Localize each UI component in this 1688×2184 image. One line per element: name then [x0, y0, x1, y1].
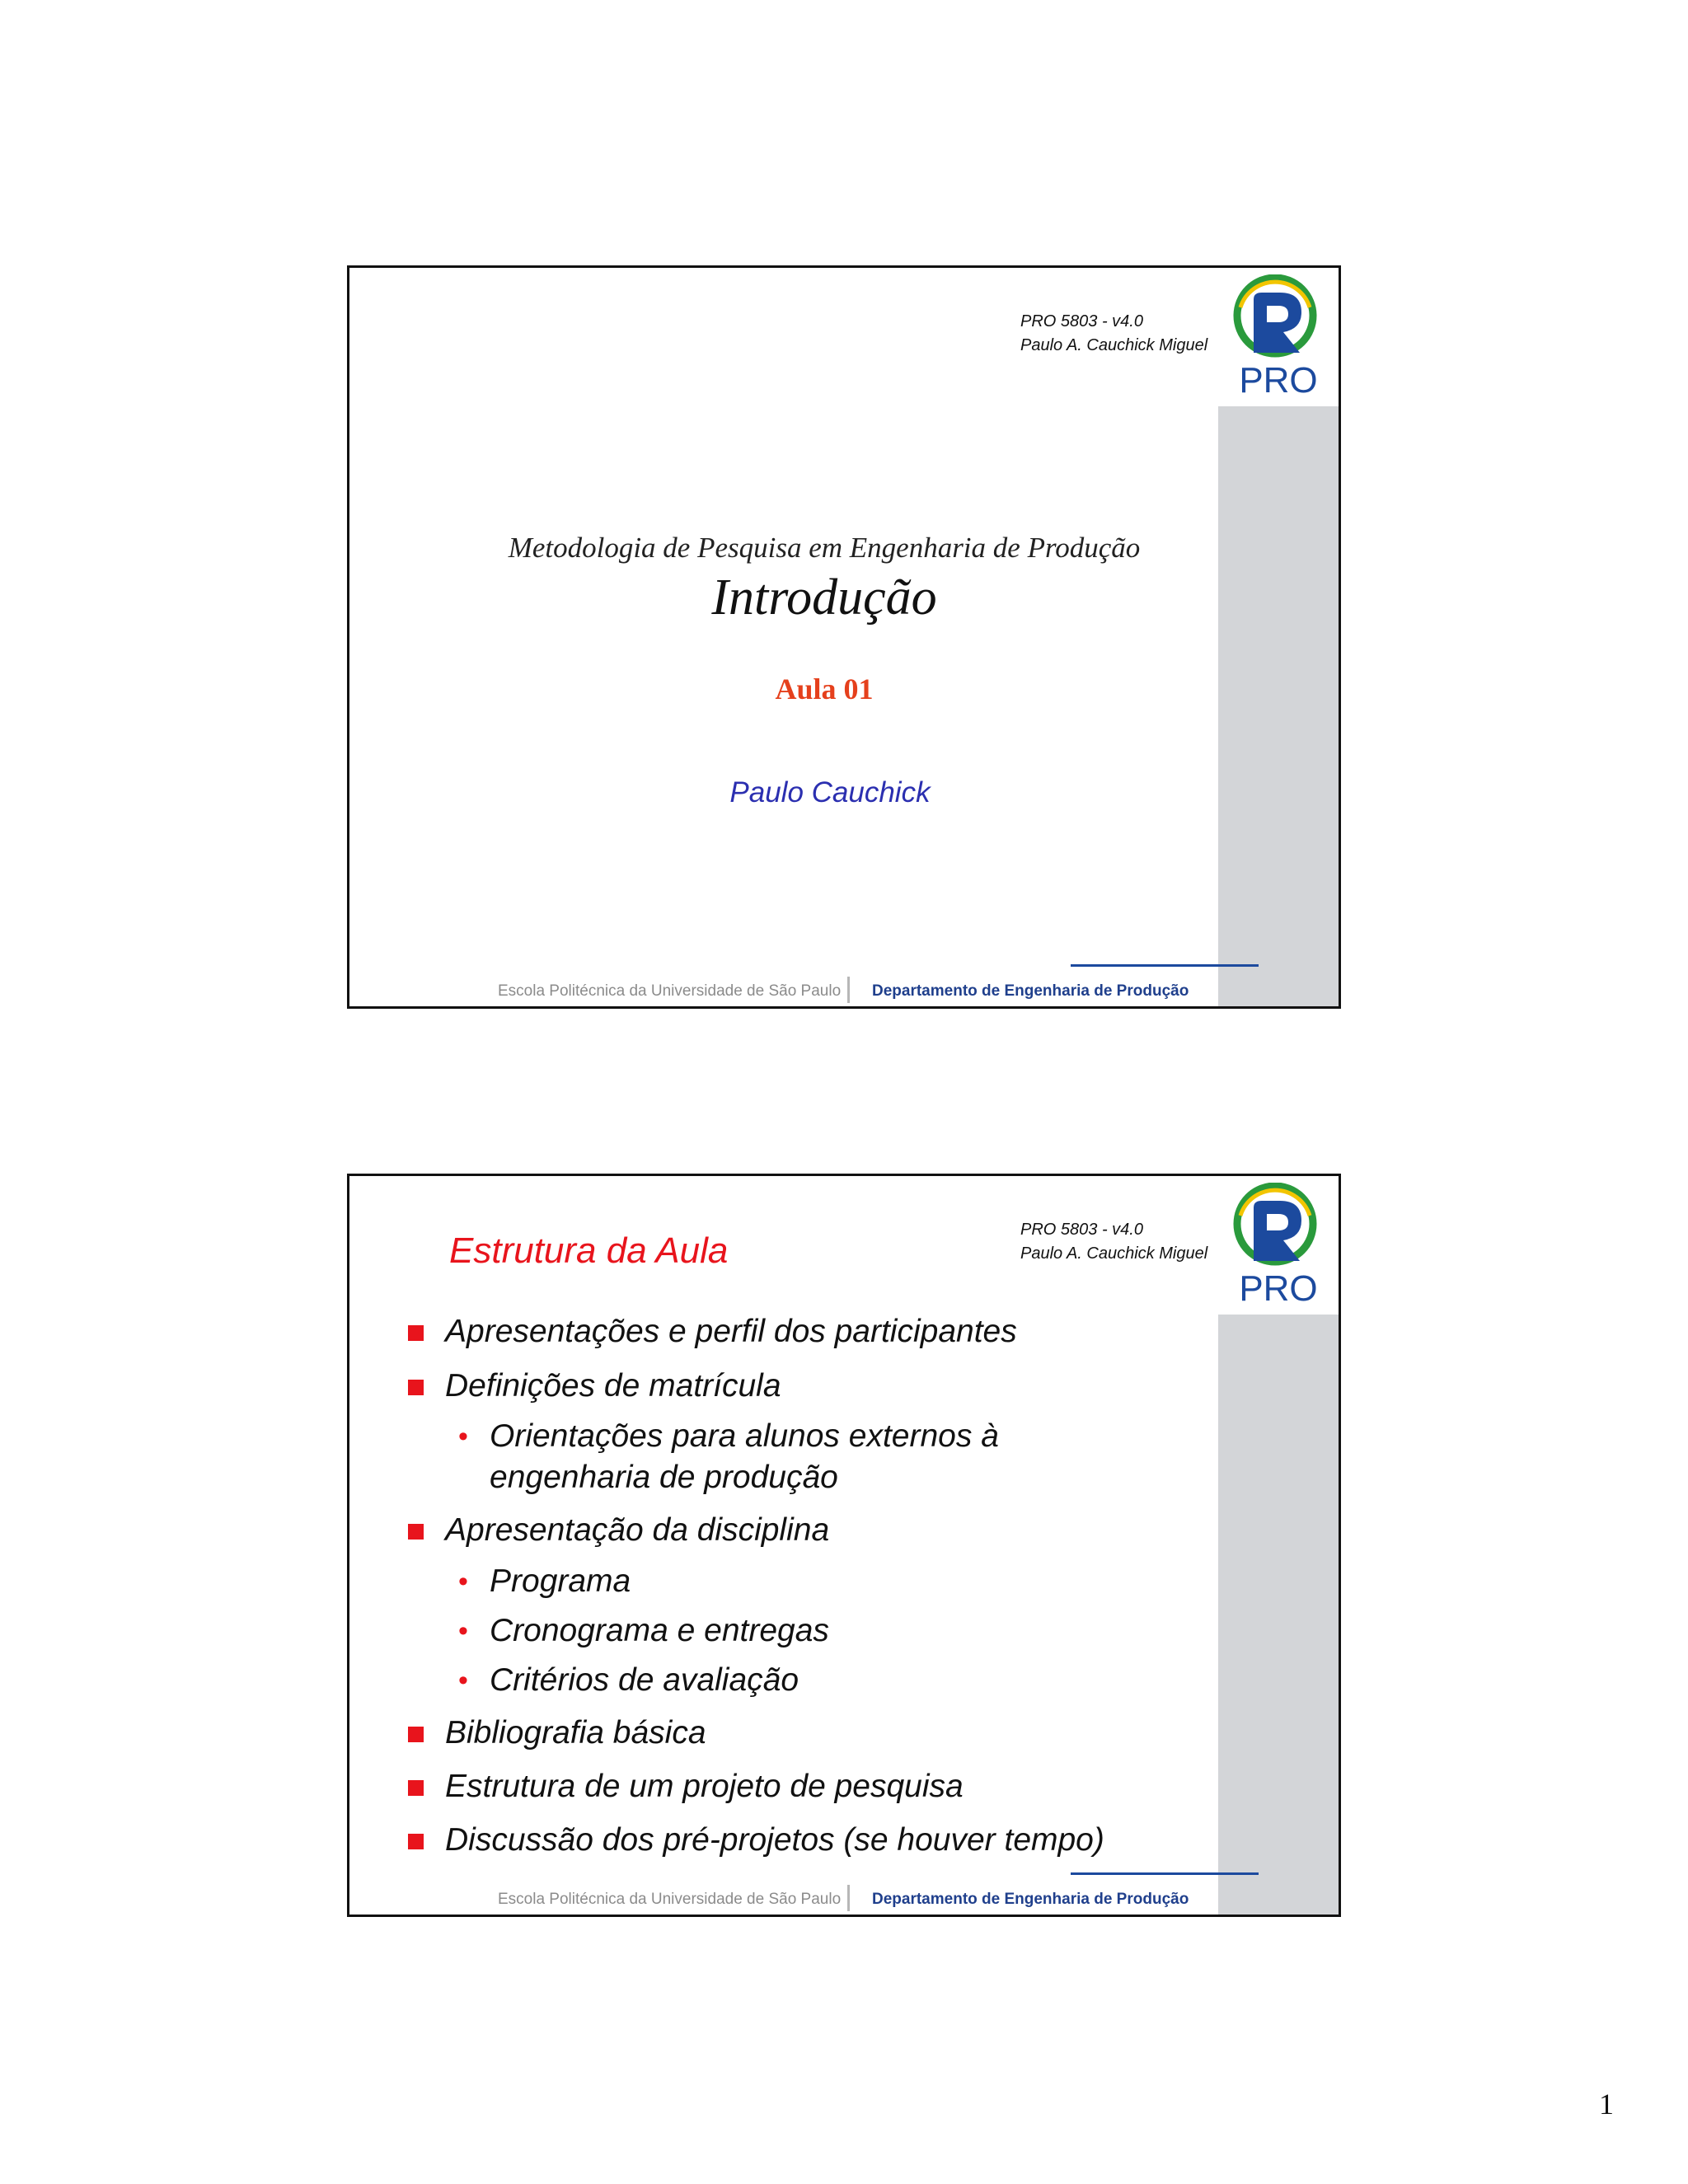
- outline-item-text: Critérios de avaliação: [490, 1662, 799, 1698]
- outline-item-text: Definições de matrícula: [445, 1368, 781, 1404]
- outline-item: [445, 1820, 1104, 1861]
- footer-divider: [847, 977, 850, 1003]
- outline-item: [458, 1610, 829, 1652]
- outline-item-text: Discussão dos pré-projetos (se houver tempo): [445, 1822, 1104, 1858]
- outline-item: [445, 1766, 964, 1807]
- sidebar-panel: [1218, 406, 1339, 1006]
- outline-item-text: Programa: [490, 1563, 631, 1599]
- footer-school: Escola Politécnica da Universidade de São Paulo: [498, 1891, 842, 1908]
- square-bullet-icon: [408, 1780, 424, 1796]
- square-bullet-icon: [408, 1727, 424, 1742]
- outline-item: [458, 1660, 799, 1701]
- outline-item-text: Estrutura de um projeto de pesquisa: [445, 1769, 964, 1804]
- outline-item-text: Orientações para alunos externos à: [490, 1418, 999, 1454]
- slide-heading: Estrutura da Aula: [449, 1230, 729, 1271]
- slide-title: Introdução: [711, 569, 937, 626]
- pro-logo-icon: [1229, 274, 1328, 398]
- dot-bullet-icon: •: [458, 1615, 468, 1647]
- slide-meta: [1020, 1218, 1207, 1266]
- footer-rule: [1071, 1872, 1259, 1875]
- page-number: 1: [1599, 2088, 1614, 2121]
- outline-item: [445, 1713, 706, 1754]
- author-name: Paulo Cauchick: [729, 776, 931, 808]
- slide-2: [347, 1174, 1341, 1917]
- logo-text: PRO: [1239, 1268, 1318, 1306]
- dot-bullet-icon: •: [458, 1566, 468, 1597]
- dot-bullet-icon: •: [458, 1665, 468, 1696]
- square-bullet-icon: [408, 1834, 424, 1849]
- outline-item-text: engenharia de produção: [490, 1460, 838, 1495]
- sidebar-panel: [1218, 1315, 1339, 1915]
- outline-item: [458, 1561, 631, 1602]
- course-code: PRO 5803 - v4.0: [1020, 312, 1143, 330]
- instructor-name: Paulo A. Cauchick Miguel: [1020, 336, 1208, 354]
- slide-meta: [1020, 310, 1207, 358]
- outline-item-text: Bibliografia básica: [445, 1715, 706, 1750]
- dot-bullet-icon: •: [458, 1421, 468, 1452]
- outline-item: [490, 1457, 838, 1498]
- footer-school: Escola Politécnica da Universidade de São Paulo: [498, 982, 842, 1000]
- outline-item: [445, 1510, 829, 1551]
- outline-item-text: Cronograma e entregas: [490, 1613, 829, 1648]
- square-bullet-icon: [408, 1524, 424, 1540]
- outline-item: [445, 1311, 1017, 1352]
- lesson-label: Aula 01: [775, 673, 874, 705]
- square-bullet-icon: [408, 1325, 424, 1341]
- footer-rule: [1071, 964, 1259, 967]
- pro-logo-icon: [1229, 1183, 1328, 1306]
- outline-item: [458, 1416, 999, 1457]
- course-code: PRO 5803 - v4.0: [1020, 1221, 1143, 1239]
- footer-divider: [847, 1885, 850, 1911]
- slide-subtitle: Metodologia de Pesquisa em Engenharia de Produção: [508, 532, 1141, 564]
- logo-text: PRO: [1239, 360, 1318, 398]
- outline-item-text: Apresentação da disciplina: [445, 1512, 830, 1548]
- outline-item-text: Apresentações e perfil dos participantes: [445, 1314, 1017, 1349]
- instructor-name: Paulo A. Cauchick Miguel: [1020, 1244, 1208, 1263]
- square-bullet-icon: [408, 1380, 424, 1395]
- outline-item: [445, 1366, 781, 1407]
- footer-department: Departamento de Engenharia de Produção: [872, 982, 1189, 1000]
- footer-department: Departamento de Engenharia de Produção: [872, 1891, 1189, 1908]
- slide-1: [347, 265, 1341, 1009]
